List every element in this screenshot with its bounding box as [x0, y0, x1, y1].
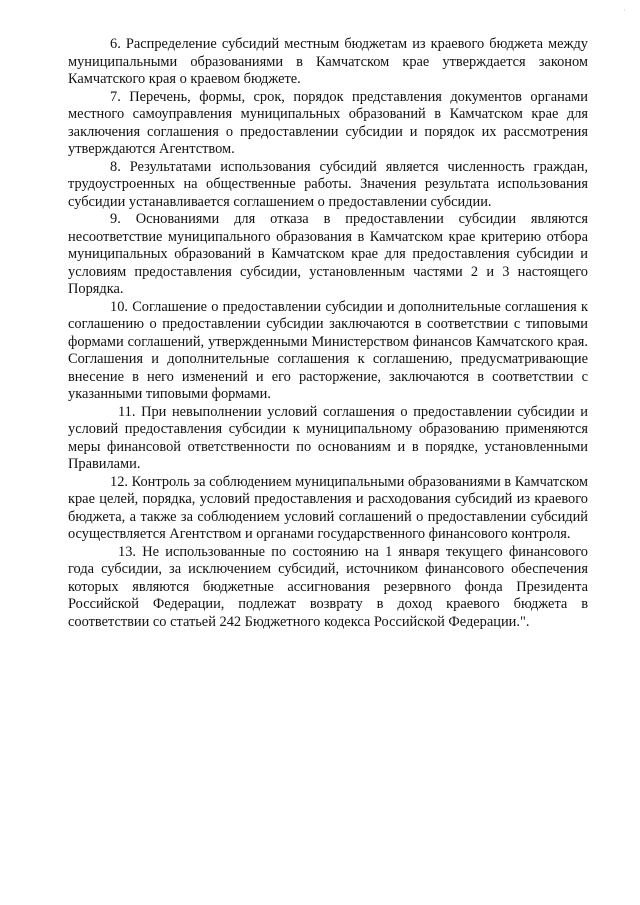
document-body	[68, 36, 588, 631]
paragraph-11: 11. При невыполнении условий соглашения о предоставлении субсидии и условий предоставления субсидии к муниципальному образованию применяются меры финансовой ответственности по основаниям и в порядке, установленными Правилами.	[68, 403, 588, 472]
paragraph-13: 13. Не использованные по состоянию на 1 января текущего финансового года субсидии, за исключением субсидий, источником финансового обеспечения которых являются бюджетные ассигнования резервного фонда Президента Российской Федерации, подлежат возврату в доход краевого бюджета в соответствии со статьей 242 Бюджетного кодекса Российской Федерации.".	[68, 543, 588, 630]
paragraph-8: 8. Результатами использования субсидий является численность граждан, трудоустроенных на общественные работы. Значения результата использования субсидии устанавливается соглашением о предоставлении субсидии.	[68, 158, 588, 210]
paragraph-7: 7. Перечень, формы, срок, порядок представления документов органами местного самоуправления муниципальных образований в Камчатском крае для заключения соглашения о предоставлении субсидии и порядок их рассмотрения утверждаются Агентством.	[68, 88, 588, 157]
paragraph-12: 12. Контроль за соблюдением муниципальными образованиями в Камчатском крае целей, порядка, условий предоставления и расходования субсидий из краевого бюджета, а также за соблюдением условий соглашений о предоставлении субсидий осуществляется Агентством и органами государственного финансового контроля.	[68, 473, 588, 542]
paragraph-6: 6. Распределение субсидий местным бюджетам из краевого бюджета между муниципальными образованиями в Камчатском крае утверждается законом Камчатского края о краевом бюджете.	[68, 36, 588, 87]
paragraph-10: 10. Соглашение о предоставлении субсидии и дополнительные соглашения к соглашению о предоставлении субсидии заключаются в соответствии с типовыми формами соглашений, утвержденными Министерством финансов Камчатского края. Соглашения и дополнительные соглашения к соглашению, предусматривающие внесение в него изменений и его расторжение, заключаются в соответствии с указанными типовыми формами.	[68, 298, 588, 402]
paragraph-9: 9. Основаниями для отказа в предоставлении субсидии являются несоответствие муниципального образования в Камчатском крае критерию отбора муниципальных образований в Камчатском крае для предоставления субсидии и условиям предоставления субсидии, установленным частями 2 и 3 настоящего Порядка.	[68, 211, 588, 297]
scan-speck: ·	[623, 6, 626, 16]
